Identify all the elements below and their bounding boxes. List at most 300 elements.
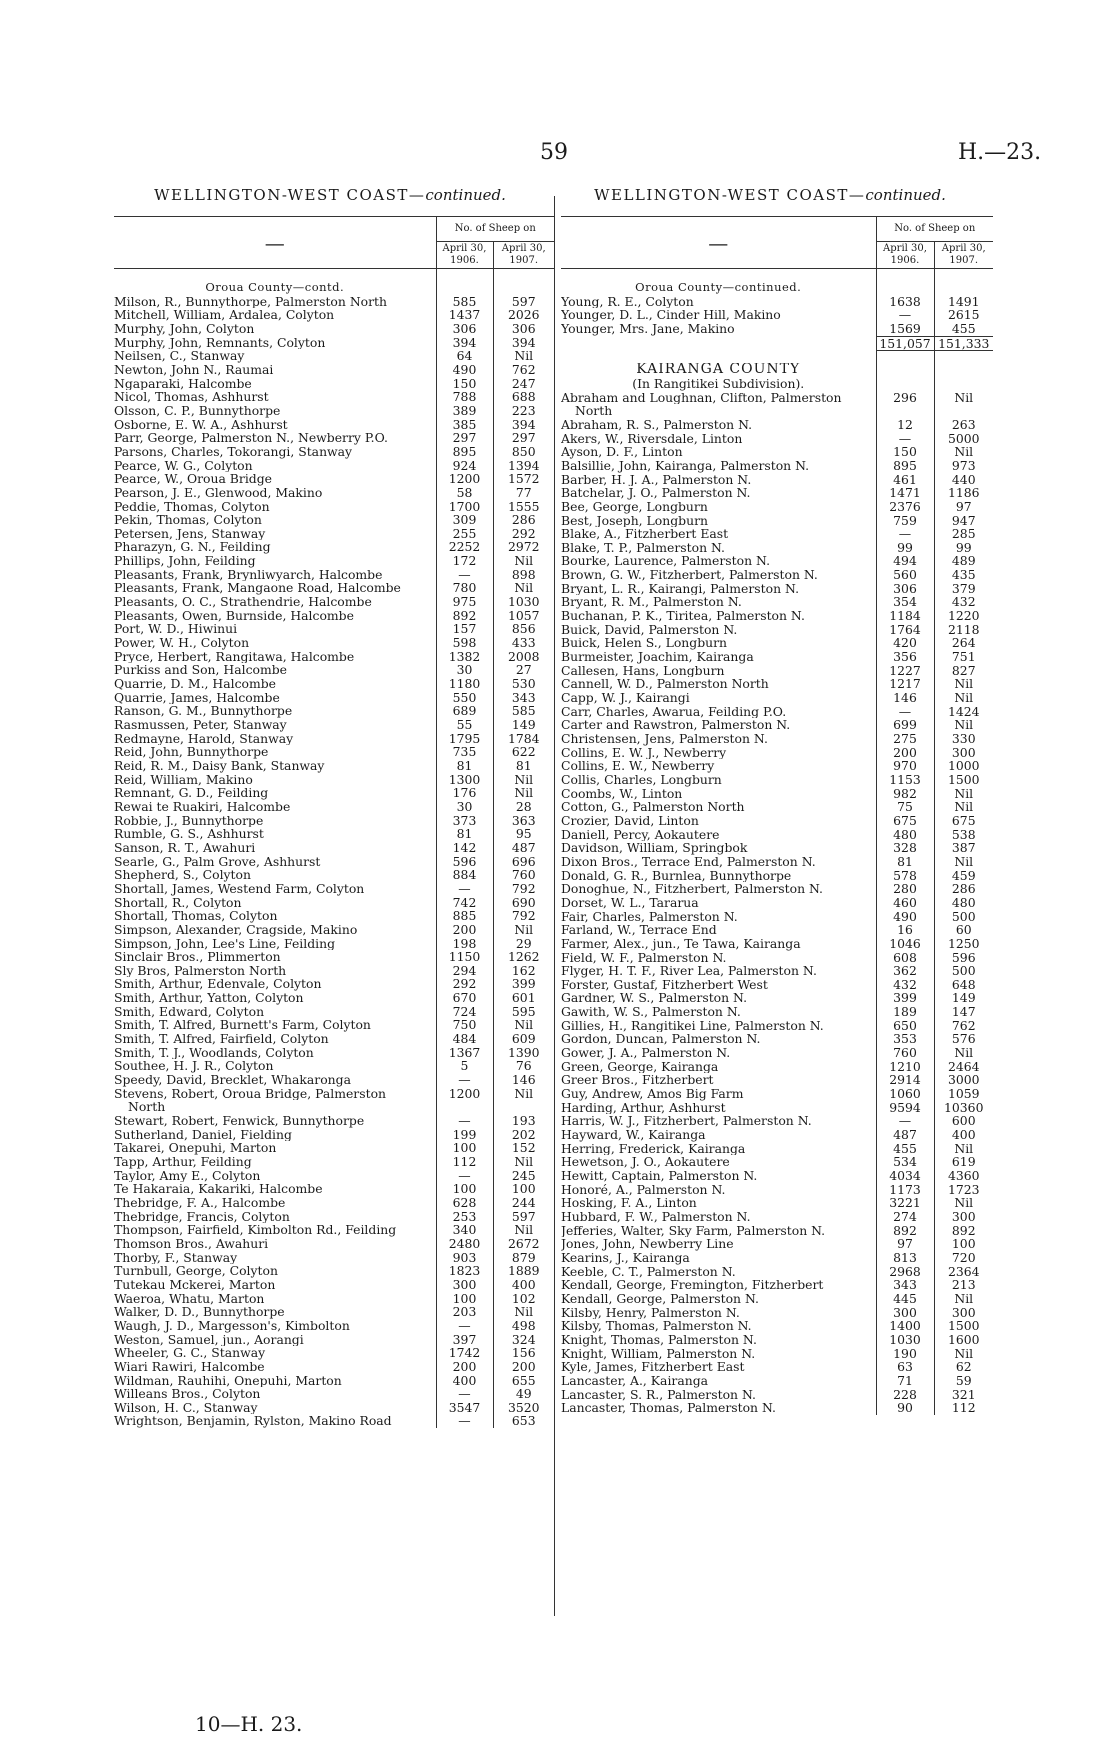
owner-name: Redmayne, Harold, Stanway [114, 731, 294, 746]
sheep-1907: 498 [493, 1319, 554, 1333]
sheep-1906: 100 [436, 1292, 493, 1306]
owner-name: Buick, Helen S., Longburn [561, 636, 728, 651]
sheep-1906: 494 [876, 554, 934, 568]
table-row [561, 1073, 993, 1087]
sheep-1907: 95 [493, 827, 554, 841]
table-row [114, 1319, 554, 1333]
table-row [114, 841, 554, 855]
owner-name: Remnant, G. D., Feilding [114, 786, 269, 800]
table-row [114, 1087, 554, 1101]
table-row [561, 896, 993, 910]
table-row [114, 1032, 554, 1046]
table-row [114, 295, 554, 309]
owner-name: Abraham and Loughnan, Clifton, Palmerston [561, 390, 842, 405]
owner-name: Farland, W., Terrace End [561, 923, 717, 937]
sheep-1907: 690 [493, 896, 554, 910]
owner-name: Younger, D. L., Cinder Hill, Makino [561, 308, 781, 322]
table-row [561, 1265, 993, 1279]
sheep-1906: 150 [876, 445, 934, 459]
sheep-1907: 760 [493, 868, 554, 882]
table-row [561, 718, 993, 732]
left-column [114, 216, 554, 1428]
table-row [114, 308, 554, 322]
table-row [114, 909, 554, 923]
table-row [114, 1141, 554, 1155]
sheep-1906: — [436, 1169, 493, 1183]
owner-name: Petersen, Jens, Stanway [114, 526, 266, 541]
left-heading-continued: continued. [425, 186, 506, 204]
owner-name: Christensen, Jens, Palmerston N. [561, 732, 768, 746]
owner-name: Kearins, J., Kairanga [561, 1250, 690, 1265]
sheep-1907: 435 [934, 568, 993, 582]
owner-name: Stewart, Robert, Fenwick, Bunnythorpe [114, 1114, 365, 1128]
table-row [561, 1060, 993, 1074]
table-row [114, 718, 554, 732]
owner-name: Capp, W. J., Kairangi [561, 691, 690, 705]
sheep-1907: Nil [493, 786, 554, 800]
sheep-1907: 1491 [934, 295, 993, 309]
table-row [114, 581, 554, 595]
sheep-1907: 330 [934, 732, 993, 746]
table-row [561, 1101, 993, 1115]
table-row [114, 1360, 554, 1374]
sheep-1907: Nil [493, 1223, 554, 1237]
owner-name: Rewai te Ruakiri, Halcombe [114, 799, 291, 814]
sheep-1906: 1437 [436, 308, 493, 322]
sheep-1907: 112 [934, 1401, 993, 1415]
sheep-1906: 2252 [436, 540, 493, 554]
owner-name: Thompson, Fairfield, Kimbolton Rd., Feilding [114, 1223, 397, 1237]
table-row [561, 1183, 993, 1197]
table-row [114, 390, 554, 404]
sheep-1907: 28 [493, 800, 554, 814]
sheep-1907: Nil [934, 445, 993, 459]
sheep-1906: — [436, 1414, 493, 1428]
sheep-1907: 489 [934, 554, 993, 568]
sheep-1907: 827 [934, 664, 993, 678]
table-row [114, 609, 554, 623]
sheep-1906: 274 [876, 1210, 934, 1224]
sheep-1907: 76 [493, 1059, 554, 1073]
sheep-1906: 1382 [436, 650, 493, 664]
table-row [114, 1018, 554, 1032]
table-row [114, 472, 554, 486]
table-row [561, 554, 993, 568]
table-row [114, 540, 554, 554]
owner-name: Pharazyn, G. N., Feilding [114, 540, 271, 555]
sheep-1906: 650 [876, 1019, 934, 1033]
owner-name: Rumble, G. S., Ashhurst [114, 827, 264, 841]
sheep-1906: 724 [436, 1005, 493, 1019]
table-row [561, 1237, 993, 1251]
table-row [114, 595, 554, 609]
table-row [114, 937, 554, 951]
sheep-1906: 628 [436, 1196, 493, 1210]
sheep-1907: 856 [493, 622, 554, 636]
sheep-1907: Nil [934, 391, 993, 405]
table-row [114, 513, 554, 527]
owner-name: Purkiss and Son, Halcombe [114, 663, 287, 678]
sheep-1906: 585 [436, 295, 493, 309]
table-row [114, 322, 554, 336]
table-row [114, 1196, 554, 1210]
sheep-1907: 2364 [934, 1265, 993, 1279]
sheep-1906: 903 [436, 1251, 493, 1265]
sheep-1907: Nil [493, 773, 554, 787]
sheep-1906: 200 [436, 1360, 493, 1374]
sheep-1907: 100 [934, 1237, 993, 1251]
sheep-1907: 247 [493, 377, 554, 391]
sheep-1906: 30 [436, 800, 493, 814]
sheep-1907: 27 [493, 663, 554, 677]
sheep-1906: 490 [436, 363, 493, 377]
table-row [114, 1210, 554, 1224]
owner-name: Ranson, G. M., Bunnythorpe [114, 704, 293, 718]
sheep-1907: 300 [934, 746, 993, 760]
owner-name: Hewitt, Captain, Palmerston N. [561, 1169, 758, 1183]
owner-name: Smith, Arthur, Yatton, Colyton [114, 991, 304, 1005]
sheep-1906: 81 [876, 855, 934, 869]
sheep-1906: 12 [876, 418, 934, 432]
table-row [561, 541, 993, 555]
left-header-1906: April 30, 1906. [436, 242, 493, 269]
table-row [114, 636, 554, 650]
table-row [114, 363, 554, 377]
sheep-1906: 1471 [876, 486, 934, 500]
left-header-blank: — [114, 217, 436, 269]
owner-name: Pearson, J. E., Glenwood, Makino [114, 485, 323, 500]
table-row [114, 663, 554, 677]
table-row [561, 1251, 993, 1265]
sheep-1906: 203 [436, 1305, 493, 1319]
table-row [561, 732, 993, 746]
owner-name: Tapp, Arthur, Feilding [114, 1155, 252, 1169]
sheep-1907: 600 [934, 1114, 993, 1128]
sheep-1906: 385 [436, 418, 493, 432]
sheep-1907: 4360 [934, 1169, 993, 1183]
owner-name: Kilsby, Thomas, Palmerston N. [561, 1319, 752, 1333]
sheep-1907: 102 [493, 1292, 554, 1306]
owner-name: Olsson, C. P., Bunnythorpe [114, 403, 281, 418]
table-row [561, 978, 993, 992]
sheep-1906: 1200 [436, 472, 493, 486]
table-row [561, 404, 993, 418]
owner-name: Thebridge, F. A., Halcombe [114, 1195, 286, 1210]
sheep-1907: 762 [934, 1019, 993, 1033]
sheep-1906: 884 [436, 868, 493, 882]
sheep-1906: 675 [876, 814, 934, 828]
left-section-title: Oroua County—contd. [205, 281, 345, 294]
sheep-1906: 97 [876, 1237, 934, 1251]
sheep-1906: 598 [436, 636, 493, 650]
owner-name: Speedy, David, Brecklet, Whakaronga [114, 1073, 351, 1087]
sheep-1906: 255 [436, 527, 493, 541]
sheep-1906: 280 [876, 882, 934, 896]
table-row [561, 1401, 993, 1415]
document-reference: H.—23. [958, 140, 1042, 165]
owner-name: Newton, John N., Raumai [114, 362, 274, 377]
table-row [561, 937, 993, 951]
sheep-1907: 500 [934, 964, 993, 978]
table-row [114, 1414, 554, 1428]
owner-name: Bryant, L. R., Kairangi, Palmerston N. [561, 581, 800, 596]
table-row [561, 746, 993, 760]
sheep-1906: 480 [876, 828, 934, 842]
sheep-1906: 1200 [436, 1087, 493, 1101]
sheep-1906: 300 [876, 1306, 934, 1320]
sheep-1907: Nil [934, 800, 993, 814]
owner-name: Carter and Rawstron, Palmerston N. [561, 718, 791, 732]
owner-name: Collins, E. W., Newberry [561, 759, 715, 773]
sheep-1907: 538 [934, 828, 993, 842]
sheep-1906: 300 [436, 1278, 493, 1292]
table-row [561, 623, 993, 637]
sheep-1907: 1390 [493, 1046, 554, 1060]
table-row [561, 391, 993, 405]
owner-name: Bryant, R. M., Palmerston N. [561, 595, 742, 610]
table-row [561, 1155, 993, 1169]
owner-name: Flyger, H. T. F., River Lea, Palmerston N. [561, 964, 817, 978]
sheep-1906: 970 [876, 759, 934, 773]
sheep-1906: 157 [436, 622, 493, 636]
table-row [114, 786, 554, 800]
sheep-1907: 597 [493, 295, 554, 309]
sheep-1907: Nil [493, 923, 554, 937]
table-row [561, 855, 993, 869]
sheep-1906: 362 [876, 964, 934, 978]
owner-name: Wheeler, G. C., Stanway [114, 1346, 266, 1360]
sheep-1907: 595 [493, 1005, 554, 1019]
sheep-1906: — [436, 1114, 493, 1128]
sheep-1907: Nil [934, 1142, 993, 1156]
owner-name: Sanson, R. T., Awahuri [114, 840, 256, 855]
table-row [114, 759, 554, 773]
table-row [561, 514, 993, 528]
sheep-1906: 735 [436, 745, 493, 759]
sheep-1907: Nil [493, 1305, 554, 1319]
sheep-1907: 609 [493, 1032, 554, 1046]
sheep-1907: 720 [934, 1251, 993, 1265]
owner-name: Walker, D. D., Bunnythorpe [114, 1305, 285, 1319]
owner-name: Gordon, Duncan, Palmerston N. [561, 1032, 761, 1047]
sheep-1907: 99 [934, 541, 993, 555]
sheep-1906: 750 [436, 1018, 493, 1032]
sheep-1906: 760 [876, 1046, 934, 1060]
sheep-1907: 3000 [934, 1073, 993, 1087]
table-row [561, 1278, 993, 1292]
sheep-1906: 100 [436, 1182, 493, 1196]
sheep-1906: 892 [436, 609, 493, 623]
sheep-1906: 200 [876, 746, 934, 760]
sheep-1906: 560 [876, 568, 934, 582]
owner-name: Searle, G., Palm Grove, Ashhurst [114, 854, 321, 869]
sheep-1907: 244 [493, 1196, 554, 1210]
table-row [561, 527, 993, 541]
sheep-1907: 245 [493, 1169, 554, 1183]
sheep-1906: 343 [876, 1278, 934, 1292]
owner-name: Younger, Mrs. Jane, Makino [561, 321, 735, 337]
owner-name: Best, Joseph, Longburn [561, 513, 708, 528]
table-row [561, 1360, 993, 1374]
table-row [114, 1264, 554, 1278]
table-row [561, 869, 993, 883]
sheep-1906: 1569 [876, 322, 934, 336]
table-row [561, 568, 993, 582]
owner-name: Buick, David, Palmerston N. [561, 622, 738, 637]
sheep-1906: 420 [876, 636, 934, 650]
table-row [114, 800, 554, 814]
table-row [114, 745, 554, 759]
owner-name: Bee, George, Longburn [561, 499, 708, 514]
table-row [114, 732, 554, 746]
sheep-1907 [493, 1100, 554, 1114]
owner-name: Green, George, Kairanga [561, 1059, 719, 1074]
owner-name: Smith, T. Alfred, Burnett's Farm, Colyton [114, 1018, 371, 1033]
owner-name: Robbie, J., Bunnythorpe [114, 813, 264, 828]
owner-name: Pleasants, Owen, Burnside, Halcombe [114, 608, 354, 623]
owner-name: Fair, Charles, Palmerston N. [561, 909, 738, 924]
sheep-1906: 975 [436, 595, 493, 609]
sheep-1906: 309 [436, 513, 493, 527]
sheep-1907: 648 [934, 978, 993, 992]
sheep-1906: 394 [436, 336, 493, 350]
sheep-1907: 530 [493, 677, 554, 691]
owner-name: Weston, Samuel, jun., Aorangi [114, 1332, 304, 1347]
table-row [114, 1223, 554, 1237]
sheep-1906: — [876, 308, 934, 322]
table-row [561, 1142, 993, 1156]
left-header-1907: April 30, 1907. [493, 242, 554, 269]
sheep-1906: 742 [436, 896, 493, 910]
owner-name: Simpson, John, Lee's Line, Feilding [114, 936, 336, 951]
sheep-1907: 286 [934, 882, 993, 896]
kairanga-section-subtitle: (In Rangitikei Subdivision). [632, 376, 805, 391]
table-row [561, 445, 993, 459]
sheep-1906: 670 [436, 991, 493, 1005]
sheep-1906: — [436, 1319, 493, 1333]
sheep-1907: 2464 [934, 1060, 993, 1074]
table-row [561, 308, 993, 322]
table-row [114, 1073, 554, 1087]
owner-name: Kyle, James, Fitzherbert East [561, 1360, 745, 1374]
sheep-1906: 340 [436, 1223, 493, 1237]
table-row [561, 1046, 993, 1060]
owner-name: Southee, H. J. R., Colyton [114, 1059, 274, 1074]
sheep-1906: 198 [436, 937, 493, 951]
sheep-1907: Nil [493, 581, 554, 595]
owner-name: Balsillie, John, Kairanga, Palmerston N. [561, 458, 810, 473]
sheep-1907: 321 [934, 1388, 993, 1402]
sheep-1907 [934, 404, 993, 418]
owner-name: Hubbard, F. W., Palmerston N. [561, 1209, 751, 1224]
table-row [561, 910, 993, 924]
owner-name: Donald, G. R., Burnlea, Bunnythorpe [561, 868, 792, 883]
sheep-1906: 1400 [876, 1319, 934, 1333]
sheep-1906: 461 [876, 473, 934, 487]
table-row [114, 431, 554, 445]
table-row [561, 759, 993, 773]
sheep-1906: 253 [436, 1210, 493, 1224]
sheep-1906: 58 [436, 486, 493, 500]
owner-name: Tutekau Mckerei, Marton [114, 1277, 276, 1292]
table-row [114, 827, 554, 841]
sheep-1907: 1059 [934, 1087, 993, 1101]
sheep-1907: Nil [934, 1196, 993, 1210]
table-row [561, 787, 993, 801]
sheep-1907: 751 [934, 650, 993, 664]
owner-name: Farmer, Alex., jun., Te Tawa, Kairanga [561, 936, 801, 951]
table-row [561, 1388, 993, 1402]
sheep-1906: 294 [436, 964, 493, 978]
table-row [114, 1278, 554, 1292]
table-row [561, 828, 993, 842]
owner-name: Murphy, John, Remnants, Colyton [114, 335, 326, 350]
sheep-1906: 200 [436, 923, 493, 937]
sheep-1906: 399 [876, 991, 934, 1005]
sheep-1907: 2026 [493, 308, 554, 322]
total-label [561, 336, 876, 351]
owner-name: Daniell, Percy, Aokautere [561, 827, 720, 842]
table-row [561, 582, 993, 596]
sheep-1907: 440 [934, 473, 993, 487]
table-row [561, 1128, 993, 1142]
sheep-1907: 696 [493, 855, 554, 869]
owner-name: Pleasants, Frank, Mangaone Road, Halcombe [114, 581, 401, 596]
owner-name: Bourke, Laurence, Palmerston N. [561, 554, 771, 569]
sheep-1906: 373 [436, 814, 493, 828]
table-row [114, 868, 554, 882]
table-row [561, 841, 993, 855]
sheep-1907: 2672 [493, 1237, 554, 1251]
sheep-1907: 973 [934, 459, 993, 473]
table-row [561, 1347, 993, 1361]
sheep-1907: 1572 [493, 472, 554, 486]
owner-name: Smith, Edward, Colyton [114, 1004, 265, 1019]
table-row [561, 500, 993, 514]
owner-name: Simpson, Alexander, Cragside, Makino [114, 922, 358, 937]
sheep-1906: 534 [876, 1155, 934, 1169]
table-row [114, 1374, 554, 1388]
sheep-1906: — [876, 1114, 934, 1128]
sheep-1906: 71 [876, 1374, 934, 1388]
sheep-1906: 1300 [436, 773, 493, 787]
sheep-1906: 30 [436, 663, 493, 677]
owner-name: Shortall, James, Westend Farm, Colyton [114, 881, 365, 896]
table-row [114, 896, 554, 910]
sheep-1906: 813 [876, 1251, 934, 1265]
sheep-1906: 924 [436, 459, 493, 473]
table-row [114, 554, 554, 568]
table-row [114, 991, 554, 1005]
owner-name: Port, W. D., Hiwinui [114, 622, 238, 637]
owner-name: Smith, T. Alfred, Fairfield, Colyton [114, 1032, 329, 1046]
table-row [561, 814, 993, 828]
table-row [114, 950, 554, 964]
owner-name: Shortall, R., Colyton [114, 895, 242, 910]
table-row [114, 1387, 554, 1401]
owner-name: Kilsby, Henry, Palmerston N. [561, 1305, 740, 1320]
table-row [114, 1128, 554, 1142]
owner-name: Collis, Charles, Longburn [561, 772, 722, 787]
owner-name: Hosking, F. A., Linton [561, 1196, 697, 1210]
sheep-1906: 353 [876, 1032, 934, 1046]
owner-name: Lancaster, Thomas, Palmerston N. [561, 1401, 776, 1415]
right-column [561, 216, 993, 1415]
owner-name: Pekin, Thomas, Colyton [114, 513, 262, 527]
table-row [114, 1237, 554, 1251]
sheep-1907: Nil [934, 1046, 993, 1060]
sheep-1907: 2972 [493, 540, 554, 554]
